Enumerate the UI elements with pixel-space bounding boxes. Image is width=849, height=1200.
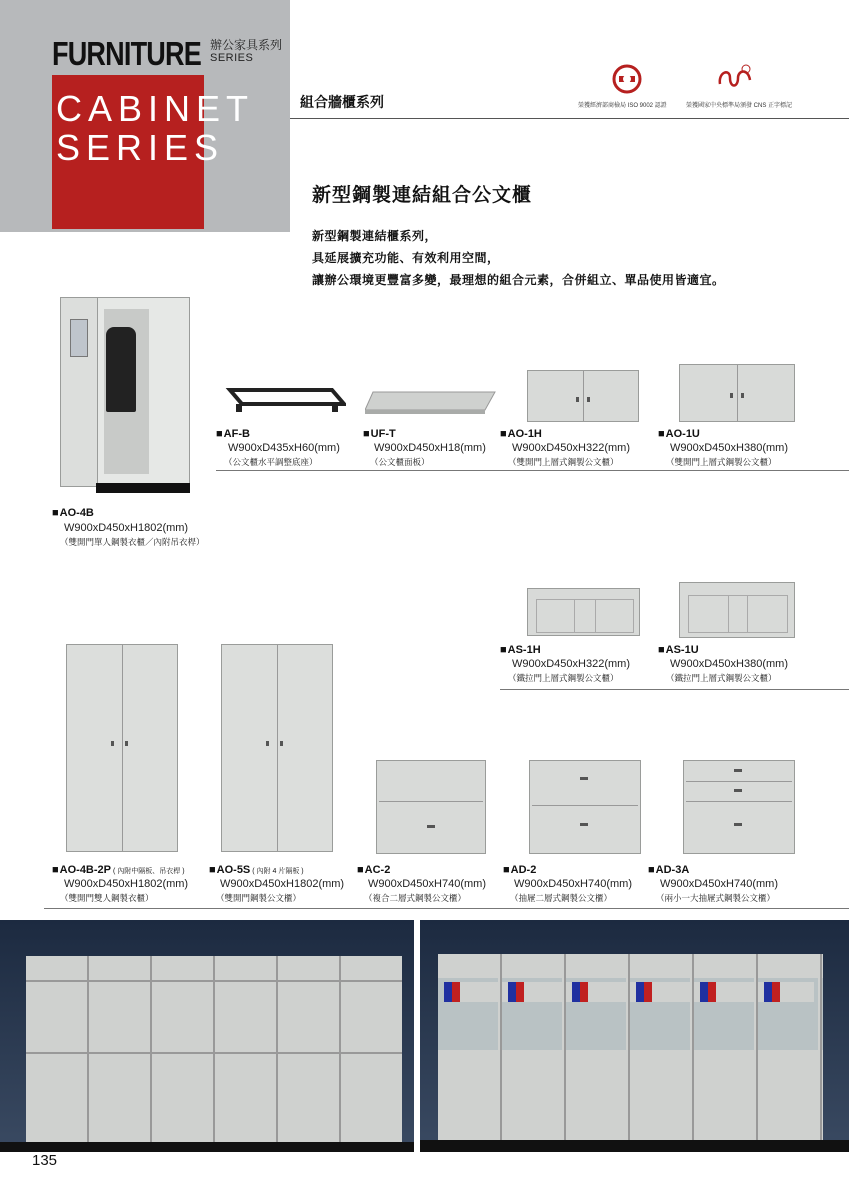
product-dimensions: W900xD450xH740(mm) (660, 878, 778, 890)
product-code: ■ AO-1H (500, 428, 542, 440)
product-code: ■ UF-T (363, 428, 396, 440)
product-code: ■ AF-B (216, 428, 250, 440)
af-b-base-image (222, 384, 346, 416)
category-title: 組合牆櫃系列 (300, 94, 384, 110)
product-note: （雙開門雙人鋼製衣櫃） (60, 893, 154, 903)
office-series-label: 辦公家具系列 (210, 38, 283, 52)
ao-1u-cabinet-image (679, 364, 795, 422)
product-dimensions: W900xD450xH1802(mm) (220, 878, 345, 890)
product-dimensions: W900xD450xH1802(mm) (64, 522, 189, 534)
product-note: （雙開門鋼製公文櫃） (216, 893, 302, 903)
product-note: （兩小一大抽屜式鋼製公文櫃） (656, 893, 776, 903)
ad-3a-cabinet-image (683, 760, 795, 854)
product-code: ■ AO-4B (52, 507, 94, 519)
ad-2-cabinet-image (529, 760, 641, 854)
description-line-2: 具延展擴充功能、有效利用空間， (312, 251, 500, 265)
as-1h-cabinet-image (527, 588, 640, 636)
product-code: ■ AO-1U (658, 428, 700, 440)
iso-cert-logo-icon (612, 64, 642, 94)
cabinet-heading-line1: CABINET (56, 88, 255, 129)
product-dimensions: W900xD450xH1802(mm) (64, 878, 189, 890)
uf-t-top-panel-image (365, 390, 497, 416)
ao-1h-cabinet-image (527, 370, 639, 422)
page-number: 135 (32, 1152, 58, 1169)
product-code: ■ AS-1H (500, 644, 541, 656)
product-dimensions: W900xD450xH18(mm) (374, 442, 486, 454)
row-divider (44, 908, 849, 909)
ao-4b-2p-wardrobe-image (66, 644, 178, 852)
description-line-1: 新型鋼製連結櫃系列， (312, 229, 438, 243)
description-line-3: 讓辦公環境更豐富多變，最理想的組合元素，合併組立、單品使用皆適宜。 (312, 273, 725, 287)
ao-4b-wardrobe-image (60, 297, 190, 497)
row-divider (216, 470, 849, 471)
product-dimensions: W900xD450xH380(mm) (670, 442, 788, 454)
product-code: ■ AD-3A (648, 864, 689, 876)
product-note: （複合二層式鋼製公文櫃） (364, 893, 467, 903)
product-dimensions: W900xD450xH740(mm) (368, 878, 486, 890)
series-label: SERIES (210, 52, 254, 64)
page-title: 新型鋼製連結組合公文櫃 (312, 185, 533, 206)
furniture-heading: FURNITURE (52, 35, 201, 72)
product-code: ■ AO-5S ( 內附 4 片隔板 ) (209, 864, 304, 876)
product-code: ■ AS-1U (658, 644, 699, 656)
product-note: （雙開門上層式鋼製公文櫃） (666, 457, 777, 467)
ac-2-cabinet-image (376, 760, 486, 854)
product-code: ■ AC-2 (357, 864, 390, 876)
product-note: （公文櫃水平調整底座） (224, 457, 318, 467)
product-dimensions: W900xD450xH380(mm) (670, 658, 788, 670)
product-note: （雙開門單人鋼製衣櫃／內附吊衣桿） (60, 537, 205, 547)
cabinet-heading-line2: SERIES (56, 127, 225, 168)
header-divider (290, 118, 849, 119)
product-note: （雙開門上層式鋼製公文櫃） (508, 457, 619, 467)
product-dimensions: W900xD435xH60(mm) (228, 442, 340, 454)
product-note: （抽屜二層式鋼製公文櫃） (510, 893, 613, 903)
product-dimensions: W900xD450xH322(mm) (512, 442, 630, 454)
row-divider (500, 689, 849, 690)
cns-cert-text: 榮獲國家中央標準局頒發 CNS 正字標記 (686, 103, 793, 109)
file-cabinet-wall-photo (420, 920, 849, 1152)
iso-cert-text: 榮獲經濟部商檢局 ISO 9002 認證 (578, 103, 667, 109)
product-note: （鐵拉門上層式鋼製公文櫃） (508, 673, 619, 683)
ao-5s-cabinet-image (221, 644, 333, 852)
product-code: ■ AD-2 (503, 864, 536, 876)
product-code: ■ AO-4B-2P ( 內附中隔板、吊衣桿 ) (52, 864, 185, 876)
product-dimensions: W900xD450xH740(mm) (514, 878, 632, 890)
as-1u-cabinet-image (679, 582, 795, 638)
cns-mark-logo-icon (716, 62, 754, 94)
product-note: （公文櫃面板） (370, 457, 430, 467)
product-dimensions: W900xD450xH322(mm) (512, 658, 630, 670)
locker-wall-photo (0, 920, 414, 1152)
product-note: （鐵拉門上層式鋼製公文櫃） (666, 673, 777, 683)
